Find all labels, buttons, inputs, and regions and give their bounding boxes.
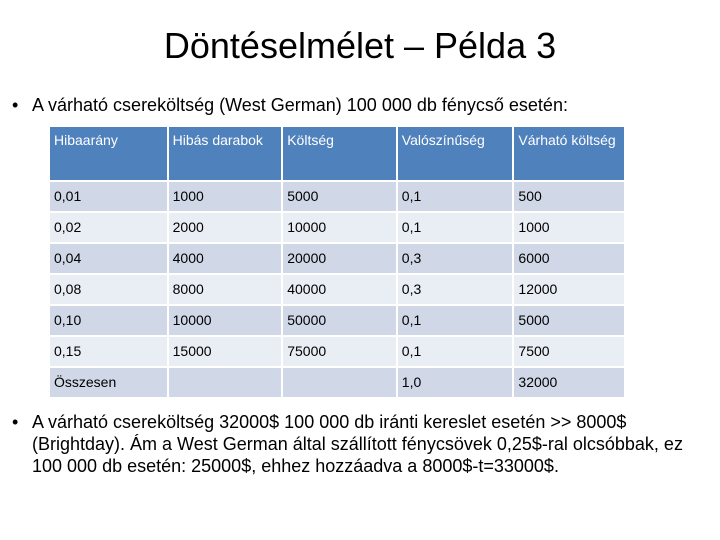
table-cell xyxy=(283,368,396,397)
table-cell: 0,08 xyxy=(50,275,167,304)
table-cell: 500 xyxy=(514,182,624,211)
table-cell: 20000 xyxy=(283,244,396,273)
header-hibas-darabok: Hibás darabok xyxy=(169,127,282,180)
table-cell: 0,1 xyxy=(398,306,513,335)
table-cell: 40000 xyxy=(283,275,396,304)
table-cell: 5000 xyxy=(283,182,396,211)
table-cell: 0,04 xyxy=(50,244,167,273)
table-cell: 0,10 xyxy=(50,306,167,335)
table-row xyxy=(50,337,624,366)
table-cell: 4000 xyxy=(169,244,282,273)
table-cell: 0,1 xyxy=(398,337,513,366)
table-cell: 0,01 xyxy=(50,182,167,211)
table-cell: 5000 xyxy=(514,306,624,335)
table-cell: 32000 xyxy=(514,368,624,397)
table-cell: 6000 xyxy=(514,244,624,273)
table-cell: 10000 xyxy=(283,213,396,242)
slide-title: Döntéselmélet – Példa 3 xyxy=(163,25,557,66)
table-row xyxy=(50,306,624,335)
table-cell xyxy=(169,368,282,397)
bullet-marker: • xyxy=(12,412,19,432)
header-valoszinuseg: Valószínűség xyxy=(398,127,513,180)
table-cell: 10000 xyxy=(169,306,282,335)
header-varhato-koltseg: Várható költség xyxy=(514,127,624,180)
header-hibaarany: Hibaarány xyxy=(50,127,167,180)
table-cell: 0,1 xyxy=(398,182,513,211)
cost-table xyxy=(48,125,626,399)
bullet-intro xyxy=(12,94,692,116)
table-row xyxy=(50,182,624,211)
table-cell: 1000 xyxy=(514,213,624,242)
bullet-marker: • xyxy=(12,95,19,115)
table-cell: Összesen xyxy=(50,368,167,397)
table-row xyxy=(50,275,624,304)
table-cell: 75000 xyxy=(283,337,396,366)
table-total-row xyxy=(50,368,624,397)
bullet-conclusion xyxy=(12,411,712,477)
table-cell: 1,0 xyxy=(398,368,513,397)
table-cell: 15000 xyxy=(169,337,282,366)
table-cell: 0,1 xyxy=(398,213,513,242)
table-cell: 0,3 xyxy=(398,244,513,273)
bullet-conclusion-text: A várható csereköltség 32000$ 100 000 db iránti kereslet esetén >> 8000$ (Brightday). Ám a West German által szállított fénycsövek 0,25$-ral olcsóbbak, ez 100 000 db esetén: 25000$, ehhez hozzáadva a 8000$-t=33000$. xyxy=(32,412,683,476)
table-row xyxy=(50,244,624,273)
header-koltseg: Költség xyxy=(283,127,396,180)
table-cell: 12000 xyxy=(514,275,624,304)
table-cell: 2000 xyxy=(169,213,282,242)
table-cell: 50000 xyxy=(283,306,396,335)
table-cell: 8000 xyxy=(169,275,282,304)
table-cell: 0,02 xyxy=(50,213,167,242)
table-cell: 0,15 xyxy=(50,337,167,366)
table-cell: 1000 xyxy=(169,182,282,211)
table-row xyxy=(50,213,624,242)
table-header-row xyxy=(50,127,624,180)
table-cell: 7500 xyxy=(514,337,624,366)
table-cell: 0,3 xyxy=(398,275,513,304)
bullet-intro-text: A várható csereköltség (West German) 100 000 db fénycső esetén: xyxy=(32,95,568,115)
